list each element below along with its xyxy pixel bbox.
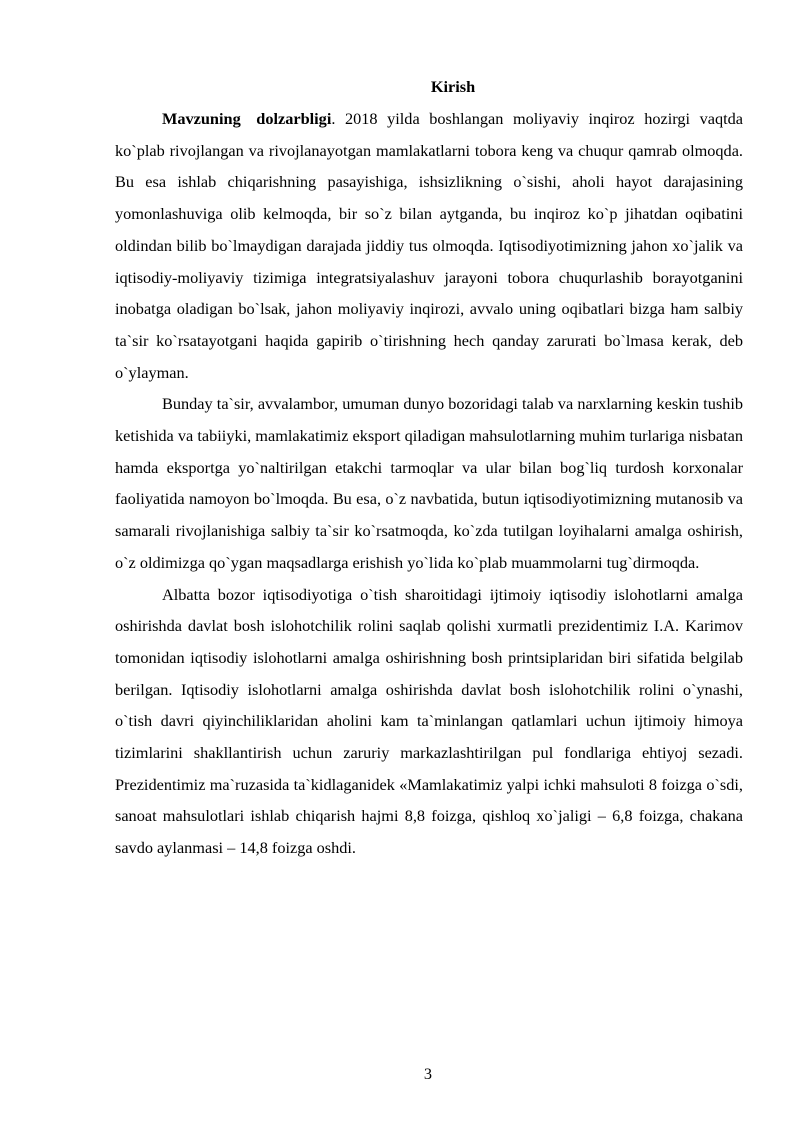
paragraph-1 (115, 103, 743, 388)
paragraph-2 (115, 388, 743, 578)
page-number: 3 (423, 1064, 433, 1083)
section-heading: Kirish (430, 77, 476, 96)
paragraph-3 (115, 579, 743, 864)
paragraph-2-text: Bunday ta`sir, avvalambor, umuman dunyo bozoridagi talab va narxlarning keskin tushib ketishida va tabiiyki, mamlakatimiz eksport qiladigan mahsulotlarning muhim turlariga nisbatan hamda eksportga yo`naltirilgan etakchi tarmoqlar va ular bilan bog`liq turdosh korxonalar faoliyatida namoyon bo`lmoqda. Bu esa, o`z navbatida, butun iqtisodiyotimizning mutanosib va samarali rivojlanishiga salbiy ta`sir ko`rsatmoqda, ko`zda tutilgan loyihalarni amalga oshirish, o`z oldimizga qo`ygan maqsadlarga erishish yo`lida ko`plab muammolarni tug`dirmoqda. (115, 394, 743, 572)
paragraph-1-text: . 2018 yilda boshlangan moliyaviy inqiroz hozirgi vaqtda ko`plab rivojlangan va rivojlanayotgan mamlakatlarni tobora keng va chuqur qamrab olmoqda. Bu esa ishlab chiqarishning pasayishiga, ishsizlikning o`sishi, aholi hayot darajasining yomonlashuviga olib kelmoqda, bir so`z bilan aytganda, bu inqiroz ko`p jihatdan oqibatini oldindan bilib bo`lmaydigan darajada jiddiy tus olmoqda. Iqtisodiyotimizning jahon xo`jalik va iqtisodiy-moliyaviy tizimiga integratsiyalashuv jarayoni tobora chuqurlashib borayotganini inobatga oladigan bo`lsak, jahon moliyaviy inqirozi, avvalo uning oqibatlari bizga ham salbiy ta`sir ko`rsatayotgani haqida gapirib o`tirishning hech qanday zarurati bo`lmasa kerak, deb o`ylayman. (115, 109, 744, 382)
lead-term: Mavzuning dolzarbligi (162, 109, 332, 128)
paragraph-3-text: Albatta bozor iqtisodiyotiga o`tish sharoitidagi ijtimoiy iqtisodiy islohotlarni amalga oshirishda davlat bosh islohotchilik rolini saqlab qolishi xurmatli prezidentimiz I.A. Karimov tomonidan iqtisodiy islohotlarni amalga oshirishning bosh printsiplaridan biri sifatida belgilab berilgan. Iqtisodiy islohotlarni amalga oshirishda davlat bosh islohotchilik rolini o`ynashi, o`tish davri qiyinchiliklaridan aholini kam ta`minlangan qatlamlari uchun ijtimoiy himoya tizimlarini shakllantirish uchun zaruriy markazlashtirilgan pul fondlariga ehtiyoj sezadi. Prezidentimiz ma`ruzasida ta`kidlaganidek «Mamlakatimiz yalpi ichki mahsuloti 8 foizga o`sdi, sanoat mahsulotlari ishlab chiqarish hajmi 8,8 foizga, qishloq xo`jaligi – 6,8 foizga, chakana savdo aylanmasi – 14,8 foizga oshdi. (115, 584, 743, 858)
body-text (115, 103, 743, 864)
